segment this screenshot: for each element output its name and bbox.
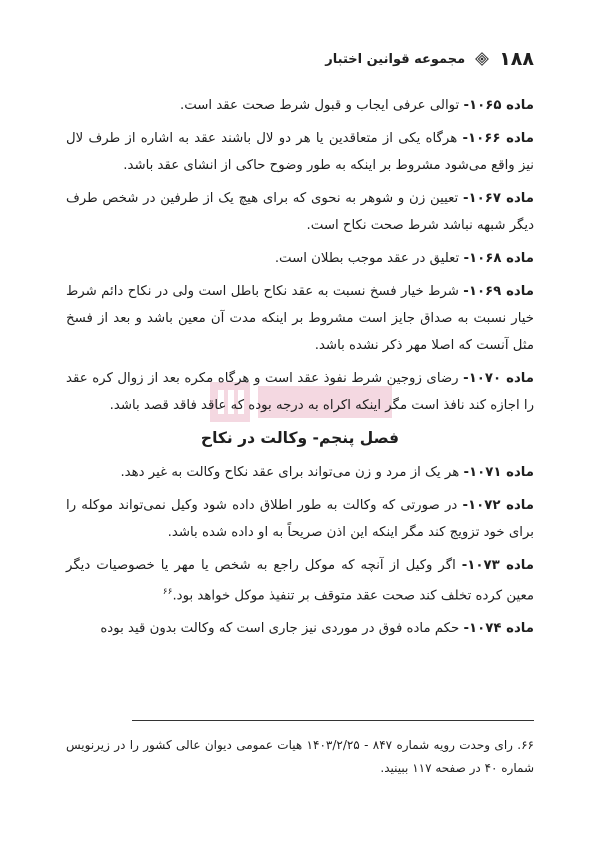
article-text: حکم ماده فوق در موردی نیز جاری است که وکالت بدون قید بوده (100, 621, 464, 637)
article-text: توالی عرفی ایجاب و قبول شرط صحت عقد است. (179, 98, 464, 113)
article-label: ماده ۱۰۷۲- (462, 498, 534, 513)
article-label: ماده ۱۰۶۶- (462, 131, 534, 146)
articles (66, 92, 534, 648)
article-1073 (66, 552, 534, 609)
article-text: تعیین زن و شوهر به نحوی که برای هیچ یک از طرفین در شخص طرف دیگر شبهه نباشد شرط صحت نکاح است. (66, 191, 534, 233)
article-label: ماده ۱۰۷۳- (461, 558, 535, 573)
article-1069 (66, 278, 534, 359)
page-header (66, 44, 534, 74)
footnote-reference[interactable]: ۶۶ (162, 587, 173, 597)
article-text: رضای زوجین شرط نفوذ عقد است و هرگاه مکره بعد از زوال کره عقد را اجازه کند نافذ است مگر اینکه اکراه به درجه بوده که عاقد فاقد قصد باشد. (66, 371, 534, 413)
article-label: ماده ۱۰۷۱- (463, 465, 534, 480)
article-label: ماده ۱۰۶۸- (463, 251, 534, 266)
article-text: تعلیق در عقد موجب بطلان است. (274, 251, 464, 266)
article-1071 (66, 459, 534, 486)
article-text: شرط خیار فسخ نسبت به عقد نکاح باطل است ولی در نکاح دائم شرط خیار نسبت به صداق جایز است مشروط بر اینکه مدت آن معین باشد و بعد از فسخ مثل آنست که اصلا مهر ذکر نشده باشد. (66, 284, 534, 353)
article-1072 (66, 492, 534, 546)
section-title: فصل پنجم- وکالت در نکاح (200, 429, 400, 447)
ornament-icon (475, 52, 489, 66)
page-number: ۱۸۸ (499, 48, 534, 70)
article-1067 (66, 185, 534, 239)
article-text: در صورتی که وکالت به طور اطلاق داده شود وکیل نمی‌تواند موکله را برای خود تزویج کند مگر اینکه این اذن صریحاً به او داده شده باشد. (66, 498, 534, 540)
article-label: ماده ۱۰۶۵- (463, 98, 534, 113)
article-label: ماده ۱۰۶۷- (462, 191, 534, 206)
article-text: هرگاه یکی از متعاقدین یا هر دو لال باشند عقد به اشاره از طرف لال نیز واقع می‌شود مشروط بر اینکه به طور وضوح حاکی از انشای عقد باشد. (66, 131, 534, 173)
footnote: ۶۶. رای وحدت رویه شماره ۸۴۷ - ۱۴۰۳/۲/۲۵ هیات عمومی دیوان عالی کشور را در زیرنویس شماره ۴۰ در صفحه ۱۱۷ ببینید. (66, 738, 534, 775)
article-1074 (66, 615, 534, 642)
article-1066 (66, 125, 534, 179)
article-label: ماده ۱۰۶۹- (463, 284, 534, 299)
article-1065 (66, 92, 534, 119)
article-1068 (66, 245, 534, 272)
article-label: ماده ۱۰۷۰- (463, 371, 535, 386)
article-1070 (66, 365, 534, 419)
article-label: ماده ۱۰۷۴- (463, 621, 534, 637)
footnote-divider (132, 720, 534, 721)
article-text: اگر وکیل از آنچه که موکل راجع به شخص یا مهر یا خصوصیات دیگر معین کرده تخلف کند صحت عقد متوقف بر تنفیذ موکل خواهد بود. (66, 558, 534, 604)
book-title: مجموعه قوانین اختبار (325, 51, 466, 67)
article-text: هر یک از مرد و زن می‌تواند برای عقد نکاح وکالت به غیر دهد. (120, 465, 464, 480)
